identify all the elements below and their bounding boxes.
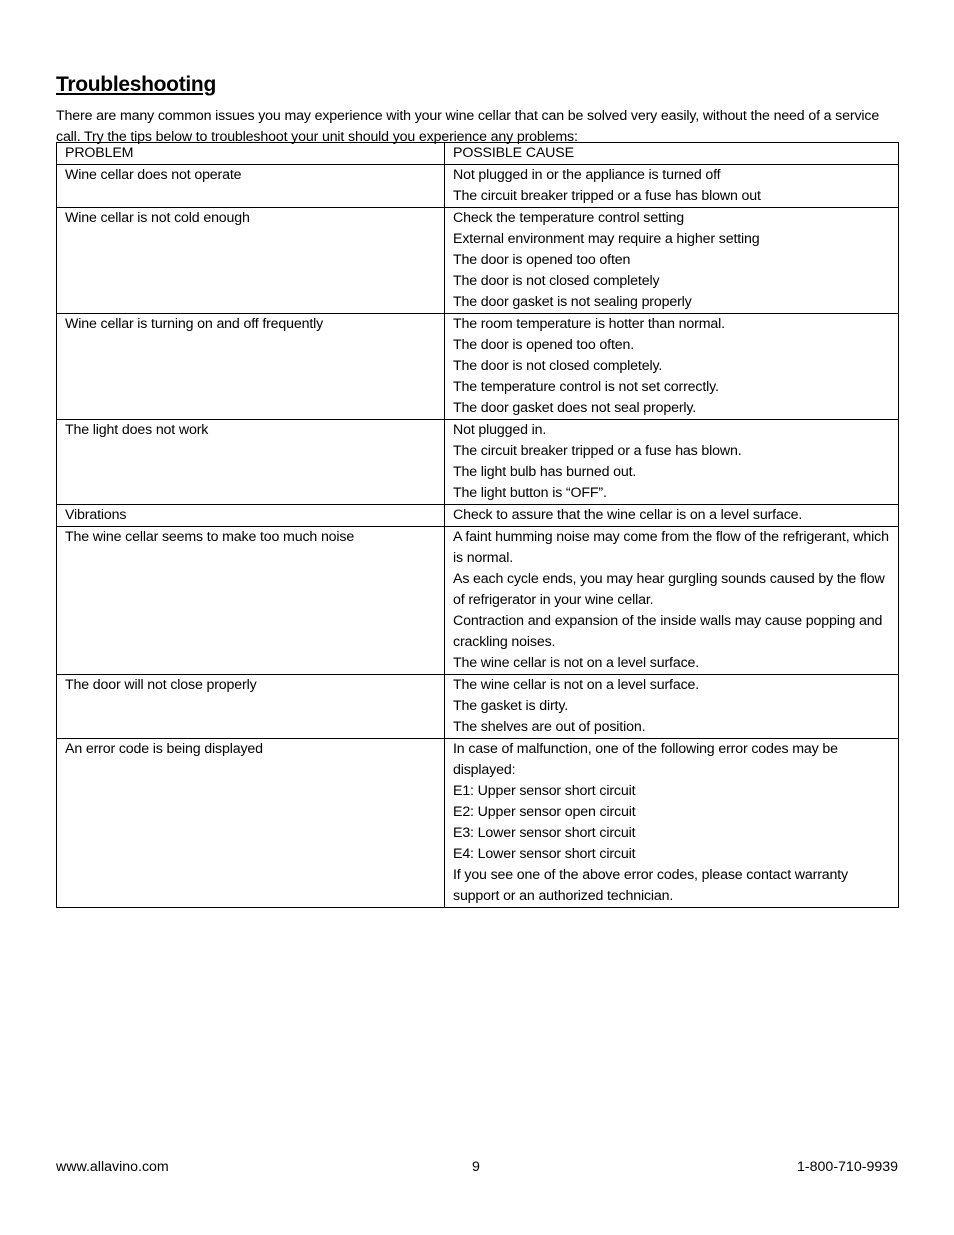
table-header-row bbox=[57, 143, 899, 165]
table-row bbox=[57, 675, 899, 739]
cause-cell bbox=[445, 165, 899, 208]
cause-column-header: POSSIBLE CAUSE bbox=[445, 143, 899, 165]
cause-cell bbox=[445, 314, 899, 420]
intro-paragraph: There are many common issues you may experience with your wine cellar that can be solved very easily, without the need of a service call. Try the tips below to troubleshoot your unit should you experience any problems: bbox=[56, 108, 880, 146]
table-row bbox=[57, 314, 899, 420]
cause-line: The light bulb has burned out. bbox=[453, 464, 637, 480]
cause-cell bbox=[445, 527, 899, 675]
problem-cell: An error code is being displayed bbox=[57, 739, 445, 908]
cause-cell bbox=[445, 739, 899, 908]
page-title: Troubleshooting bbox=[56, 73, 216, 97]
cause-line: The door gasket is not sealing properly bbox=[453, 294, 692, 310]
table-row bbox=[57, 505, 899, 527]
footer-phone: 1-800-710-9939 bbox=[797, 1159, 898, 1175]
cause-line: Contraction and expansion of the inside walls may cause popping and crackling noises. bbox=[453, 613, 883, 650]
cause-line: The room temperature is hotter than normal. bbox=[453, 316, 725, 332]
problem-cell: The light does not work bbox=[57, 420, 445, 505]
cause-line: E1: Upper sensor short circuit bbox=[453, 783, 636, 799]
table-row bbox=[57, 739, 899, 908]
table-body bbox=[57, 165, 899, 908]
cause-line: E2: Upper sensor open circuit bbox=[453, 804, 636, 820]
cause-line: E4: Lower sensor short circuit bbox=[453, 846, 636, 862]
cause-line: The door is opened too often. bbox=[453, 337, 635, 353]
footer-page-number: 9 bbox=[472, 1159, 480, 1175]
cause-line: Check the temperature control setting bbox=[453, 210, 685, 226]
cause-line: Not plugged in or the appliance is turned off bbox=[453, 167, 721, 183]
problem-cell: Wine cellar does not operate bbox=[57, 165, 445, 208]
cause-line: The door gasket does not seal properly. bbox=[453, 400, 697, 416]
cause-line: The circuit breaker tripped or a fuse has blown out bbox=[453, 188, 761, 204]
problem-cell: The door will not close properly bbox=[57, 675, 445, 739]
cause-cell bbox=[445, 675, 899, 739]
cause-line: The wine cellar is not on a level surface. bbox=[453, 677, 700, 693]
troubleshooting-table bbox=[56, 142, 899, 908]
table-row bbox=[57, 527, 899, 675]
cause-line: A faint humming noise may come from the flow of the refrigerant, which is normal. bbox=[453, 529, 889, 566]
cause-line: The shelves are out of position. bbox=[453, 719, 646, 735]
cause-line: Check to assure that the wine cellar is on a level surface. bbox=[453, 507, 803, 523]
table-row bbox=[57, 208, 899, 314]
cause-line: E3: Lower sensor short circuit bbox=[453, 825, 636, 841]
cause-line: If you see one of the above error codes, please contact warranty support or an authorized technician. bbox=[453, 867, 848, 904]
problem-cell: Wine cellar is not cold enough bbox=[57, 208, 445, 314]
cause-line: The door is opened too often bbox=[453, 252, 631, 268]
problem-cell: The wine cellar seems to make too much noise bbox=[57, 527, 445, 675]
cause-cell bbox=[445, 208, 899, 314]
footer-website: www.allavino.com bbox=[56, 1159, 169, 1175]
cause-line: The circuit breaker tripped or a fuse has blown. bbox=[453, 443, 742, 459]
table-row bbox=[57, 165, 899, 208]
problem-cell: Wine cellar is turning on and off frequently bbox=[57, 314, 445, 420]
cause-line: The temperature control is not set correctly. bbox=[453, 379, 719, 395]
cause-line: The door is not closed completely bbox=[453, 273, 660, 289]
cause-line: Not plugged in. bbox=[453, 422, 547, 438]
cause-line: The gasket is dirty. bbox=[453, 698, 569, 714]
cause-line: In case of malfunction, one of the following error codes may be displayed: bbox=[453, 741, 838, 778]
cause-line: The wine cellar is not on a level surface. bbox=[453, 655, 700, 671]
cause-line: External environment may require a higher setting bbox=[453, 231, 760, 247]
cause-cell bbox=[445, 505, 899, 527]
table-row bbox=[57, 420, 899, 505]
cause-line: The light button is “OFF”. bbox=[453, 485, 607, 501]
problem-cell: Vibrations bbox=[57, 505, 445, 527]
cause-line: As each cycle ends, you may hear gurgling sounds caused by the flow of refrigerator in your wine cellar. bbox=[453, 571, 885, 608]
cause-cell bbox=[445, 420, 899, 505]
cause-line: The door is not closed completely. bbox=[453, 358, 663, 374]
problem-column-header: PROBLEM bbox=[57, 143, 445, 165]
